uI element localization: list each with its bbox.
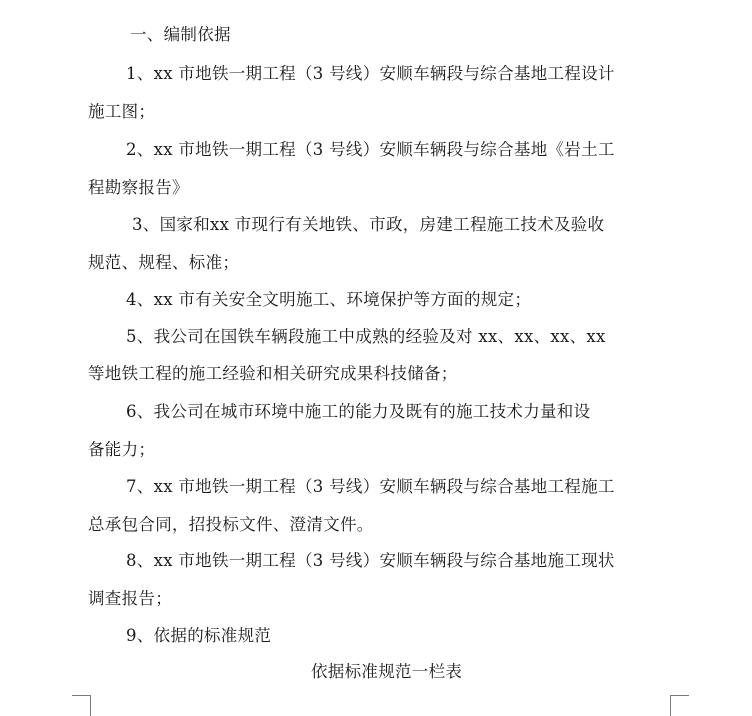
item-8-line-2: 调查报告； (88, 589, 172, 608)
page-corner-mark-right (670, 695, 689, 716)
item-3-line-2: 规范、规程、标准； (88, 253, 240, 272)
item-2-line-2: 程勘察报告》 (88, 178, 189, 197)
item-9-line-1: 9、依据的标准规范 (126, 626, 272, 645)
item-6-line-2: 备能力； (88, 440, 156, 459)
item-2-line-1: 2、xx 市地铁一期工程（3 号线）安顺车辆段与综合基地《岩土工 (126, 140, 615, 159)
item-6-line-1: 6、我公司在城市环境中施工的能力及既有的施工技术力量和设 (126, 402, 591, 421)
item-5-line-1: 5、我公司在国铁车辆段施工中成熟的经验及对 xx、xx、xx、xx (126, 327, 606, 346)
page-corner-mark-left (72, 695, 91, 716)
item-7-line-2: 总承包合同，招投标文件、澄清文件。 (88, 515, 374, 534)
item-5-line-2: 等地铁工程的施工经验和相关研究成果科技储备； (88, 364, 458, 383)
item-4-line-1: 4、xx 市有关安全文明施工、环境保护等方面的规定； (126, 290, 532, 309)
table-caption: 依据标准规范一栏表 (311, 662, 463, 681)
section-heading: 一、编制依据 (130, 25, 231, 44)
item-8-line-1: 8、xx 市地铁一期工程（3 号线）安顺车辆段与综合基地施工现状 (126, 551, 615, 570)
item-1-line-1: 1、xx 市地铁一期工程（3 号线）安顺车辆段与综合基地工程设计 (126, 64, 615, 83)
item-3-line-1: 3、国家和xx 市现行有关地铁、市政，房建工程施工技术及验收 (132, 215, 605, 234)
item-1-line-2: 施工图； (88, 102, 156, 121)
item-7-line-1: 7、xx 市地铁一期工程（3 号线）安顺车辆段与综合基地工程施工 (126, 477, 615, 496)
